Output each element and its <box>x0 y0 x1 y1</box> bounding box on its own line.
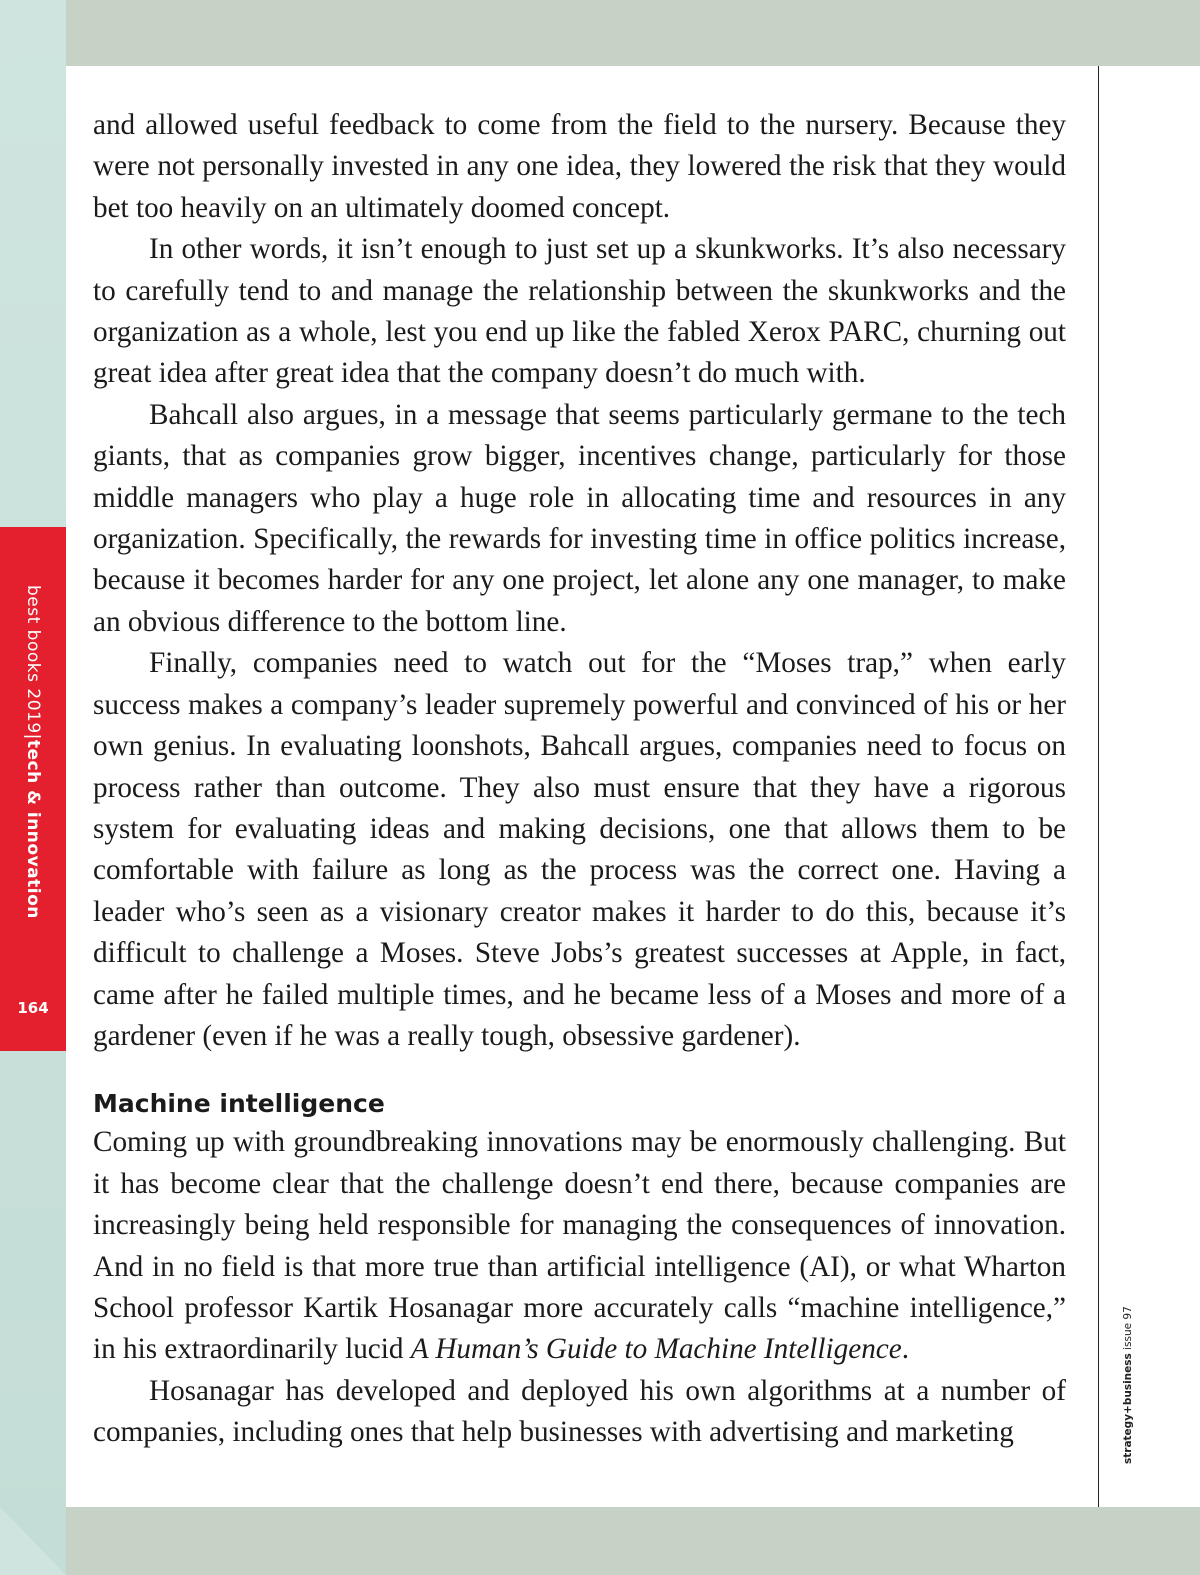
paragraph-end: . <box>901 1333 909 1366</box>
body-paragraph: and allowed useful feedback to come from the field to the nursery. Because they were not personally invested in any one idea, they lowered the risk that they would bet too heavily on an ultimately doomed concept. <box>93 109 1066 224</box>
body-paragraph: Bahcall also argues, in a message that seems particularly germane to the tech giants, that as companies grow bigger, incentives change, particularly for those middle managers who play a huge role in allocating time and resources in any organization. Specifically, the rewards for investing time in office politics increase, because it becomes harder for any one project, let alone any one manager, to make an obvious difference to the bottom line. <box>93 398 1066 638</box>
page-number: 164 <box>17 999 49 1017</box>
right-margin-rule <box>1098 66 1099 1507</box>
body-paragraph: Finally, companies need to watch out for the “Moses trap,” when early success makes a company’s leader supremely powerful and convinced of his or her own genius. In evaluating loonshots, Bahcall argues, companies need to focus on process rather than outcome. They also must ensure that they have a rigorous system for evaluating ideas and making decisions, one that allows them to be comfortable with failure as long as the process was the correct one. Having a leader who’s seen as a visionary creator makes it harder to do this, because it’s difficult to challenge a Moses. Steve Jobs’s greatest successes at Apple, in fact, came after he failed multiple times, and he became less of a Moses and more of a gardener (even if he was a really tough, obsessive gardener). <box>93 647 1066 1052</box>
article-body <box>93 105 1066 1454</box>
label-separator: | <box>23 733 43 740</box>
body-paragraph: In other words, it isn’t enough to just set up a skunkworks. It’s also necessary to carefully tend to and manage the relationship between the skunkworks and the organization as a whole, lest you end up like the fabled Xerox PARC, churning out great idea after great idea that the company doesn’t do much with. <box>93 233 1066 390</box>
section-heading: Machine intelligence <box>93 1089 385 1119</box>
body-paragraph: Hosanagar has developed and deployed his own algorithms at a number of companies, including ones that help businesses with advertising and marketing <box>93 1374 1066 1449</box>
section-label: tech & innovation <box>23 739 43 919</box>
publication-footer <box>1122 1306 1134 1464</box>
top-left-corner-bevel <box>0 0 66 66</box>
issue-label: issue 97 <box>1122 1306 1134 1350</box>
paragraph-text: Coming up with groundbreaking innovations may be enormously challenging. But it has become clear that the challenge doesn’t end there, because companies are increasingly being held responsible for managing the consequences of innovation. And in no field is that more true than artificial intelligence (AI), or what Wharton School professor Kartik Hosanagar more accurately calls “machine intelligence,” in his extraordinarily lucid <box>93 1126 1066 1366</box>
book-title: A Human’s Guide to Machine Intelligence <box>410 1333 902 1366</box>
section-tab-label <box>23 585 43 919</box>
top-frame-band <box>0 0 1200 66</box>
bottom-frame-band <box>0 1507 1200 1575</box>
body-paragraph <box>93 1122 1066 1370</box>
series-label: best books 2019 <box>23 585 43 734</box>
bottom-left-corner-bevel <box>0 1507 66 1575</box>
publication-name: strategy+business <box>1122 1353 1134 1464</box>
